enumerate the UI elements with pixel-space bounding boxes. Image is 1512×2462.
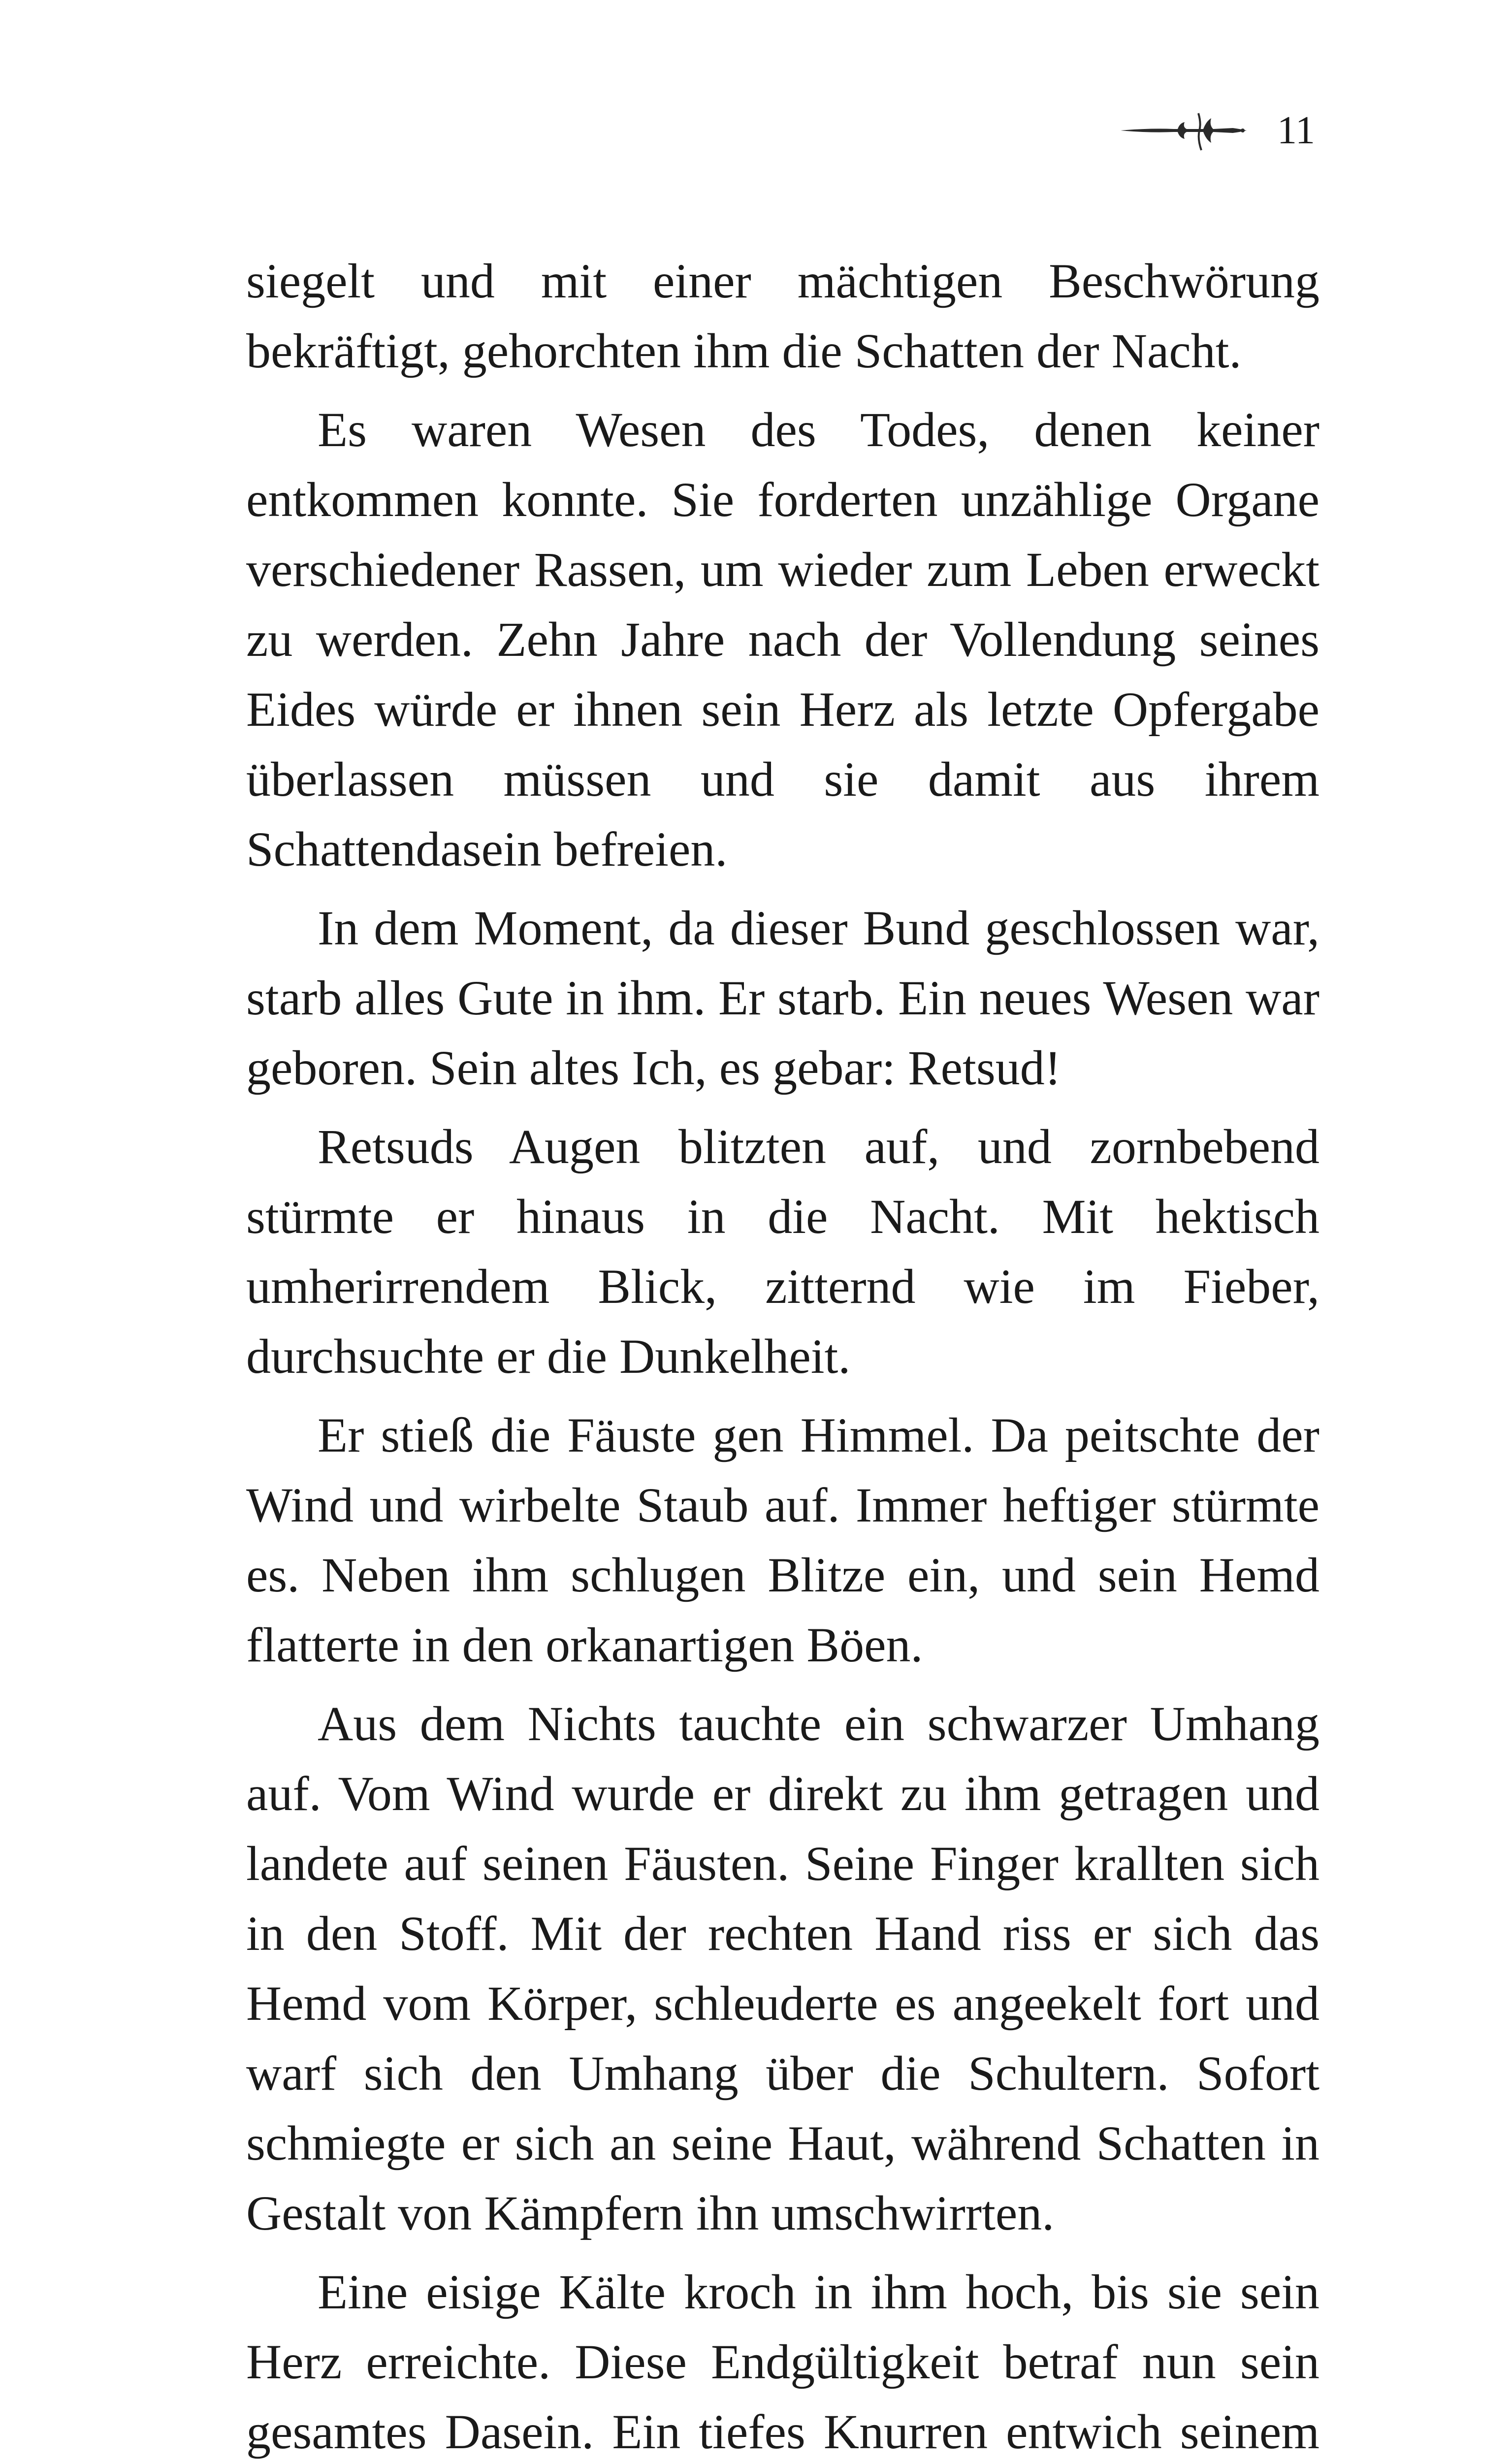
paragraph: Es waren Wesen des Todes, denen keiner entkommen konnte. Sie forderten unzählige Organe verschiedener Rassen, um wieder zum Leben erweckt zu werden. Zehn Jahre nach der Vollendung seines Eides würde er ihnen sein Herz als letzte Opfergabe überlassen müssen und sie damit aus ihrem Schattendasein befreien. xyxy=(246,402,1319,876)
body-text xyxy=(246,246,1319,2462)
page-header xyxy=(1120,103,1315,158)
paragraph: Er stieß die Fäuste gen Himmel. Da peitschte der Wind und wirbelte Staub auf. Immer heftiger stürmte es. Neben ihm schlugen Blitze ein, und sein Hemd flatterte in den orkanartigen Böen. xyxy=(246,1408,1319,1672)
page-number: 11 xyxy=(1277,109,1315,152)
paragraph: In dem Moment, da dieser Bund geschlossen war, starb alles Gute in ihm. Er starb. Ein neues Wesen war geboren. Sein altes Ich, es gebar: Retsud! xyxy=(246,901,1319,1095)
dagger-ornament-icon xyxy=(1120,103,1248,158)
paragraph: Retsuds Augen blitzten auf, und zornbebend stürmte er hinaus in die Nacht. Mit hektisch umherirrendem Blick, zitternd wie im Fieber, durchsuchte er die Dunkelheit. xyxy=(246,1119,1319,1384)
paragraph: Aus dem Nichts tauchte ein schwarzer Umhang auf. Vom Wind wurde er direkt zu ihm getragen und landete auf seinen Fäusten. Seine Finger krallten sich in den Stoff. Mit der rechten Hand riss er sich das Hemd vom Körper, schleuderte es angeekelt fort und warf sich den Umhang über die Schultern. Sofort schmiegte er sich an seine Haut, während Schatten in Gestalt von Kämpfern ihn umschwirrten. xyxy=(246,1696,1319,2240)
paragraph: siegelt und mit einer mächtigen Beschwörung bekräftigt, gehorchten ihm die Schatten der Nacht. xyxy=(246,254,1319,378)
paragraph: Eine eisige Kälte kroch in ihm hoch, bis sie sein Herz erreichte. Diese Endgültigkeit betraf nun sein gesamtes Dasein. Ein tiefes Knurren entwich seinem xyxy=(246,2265,1319,2459)
